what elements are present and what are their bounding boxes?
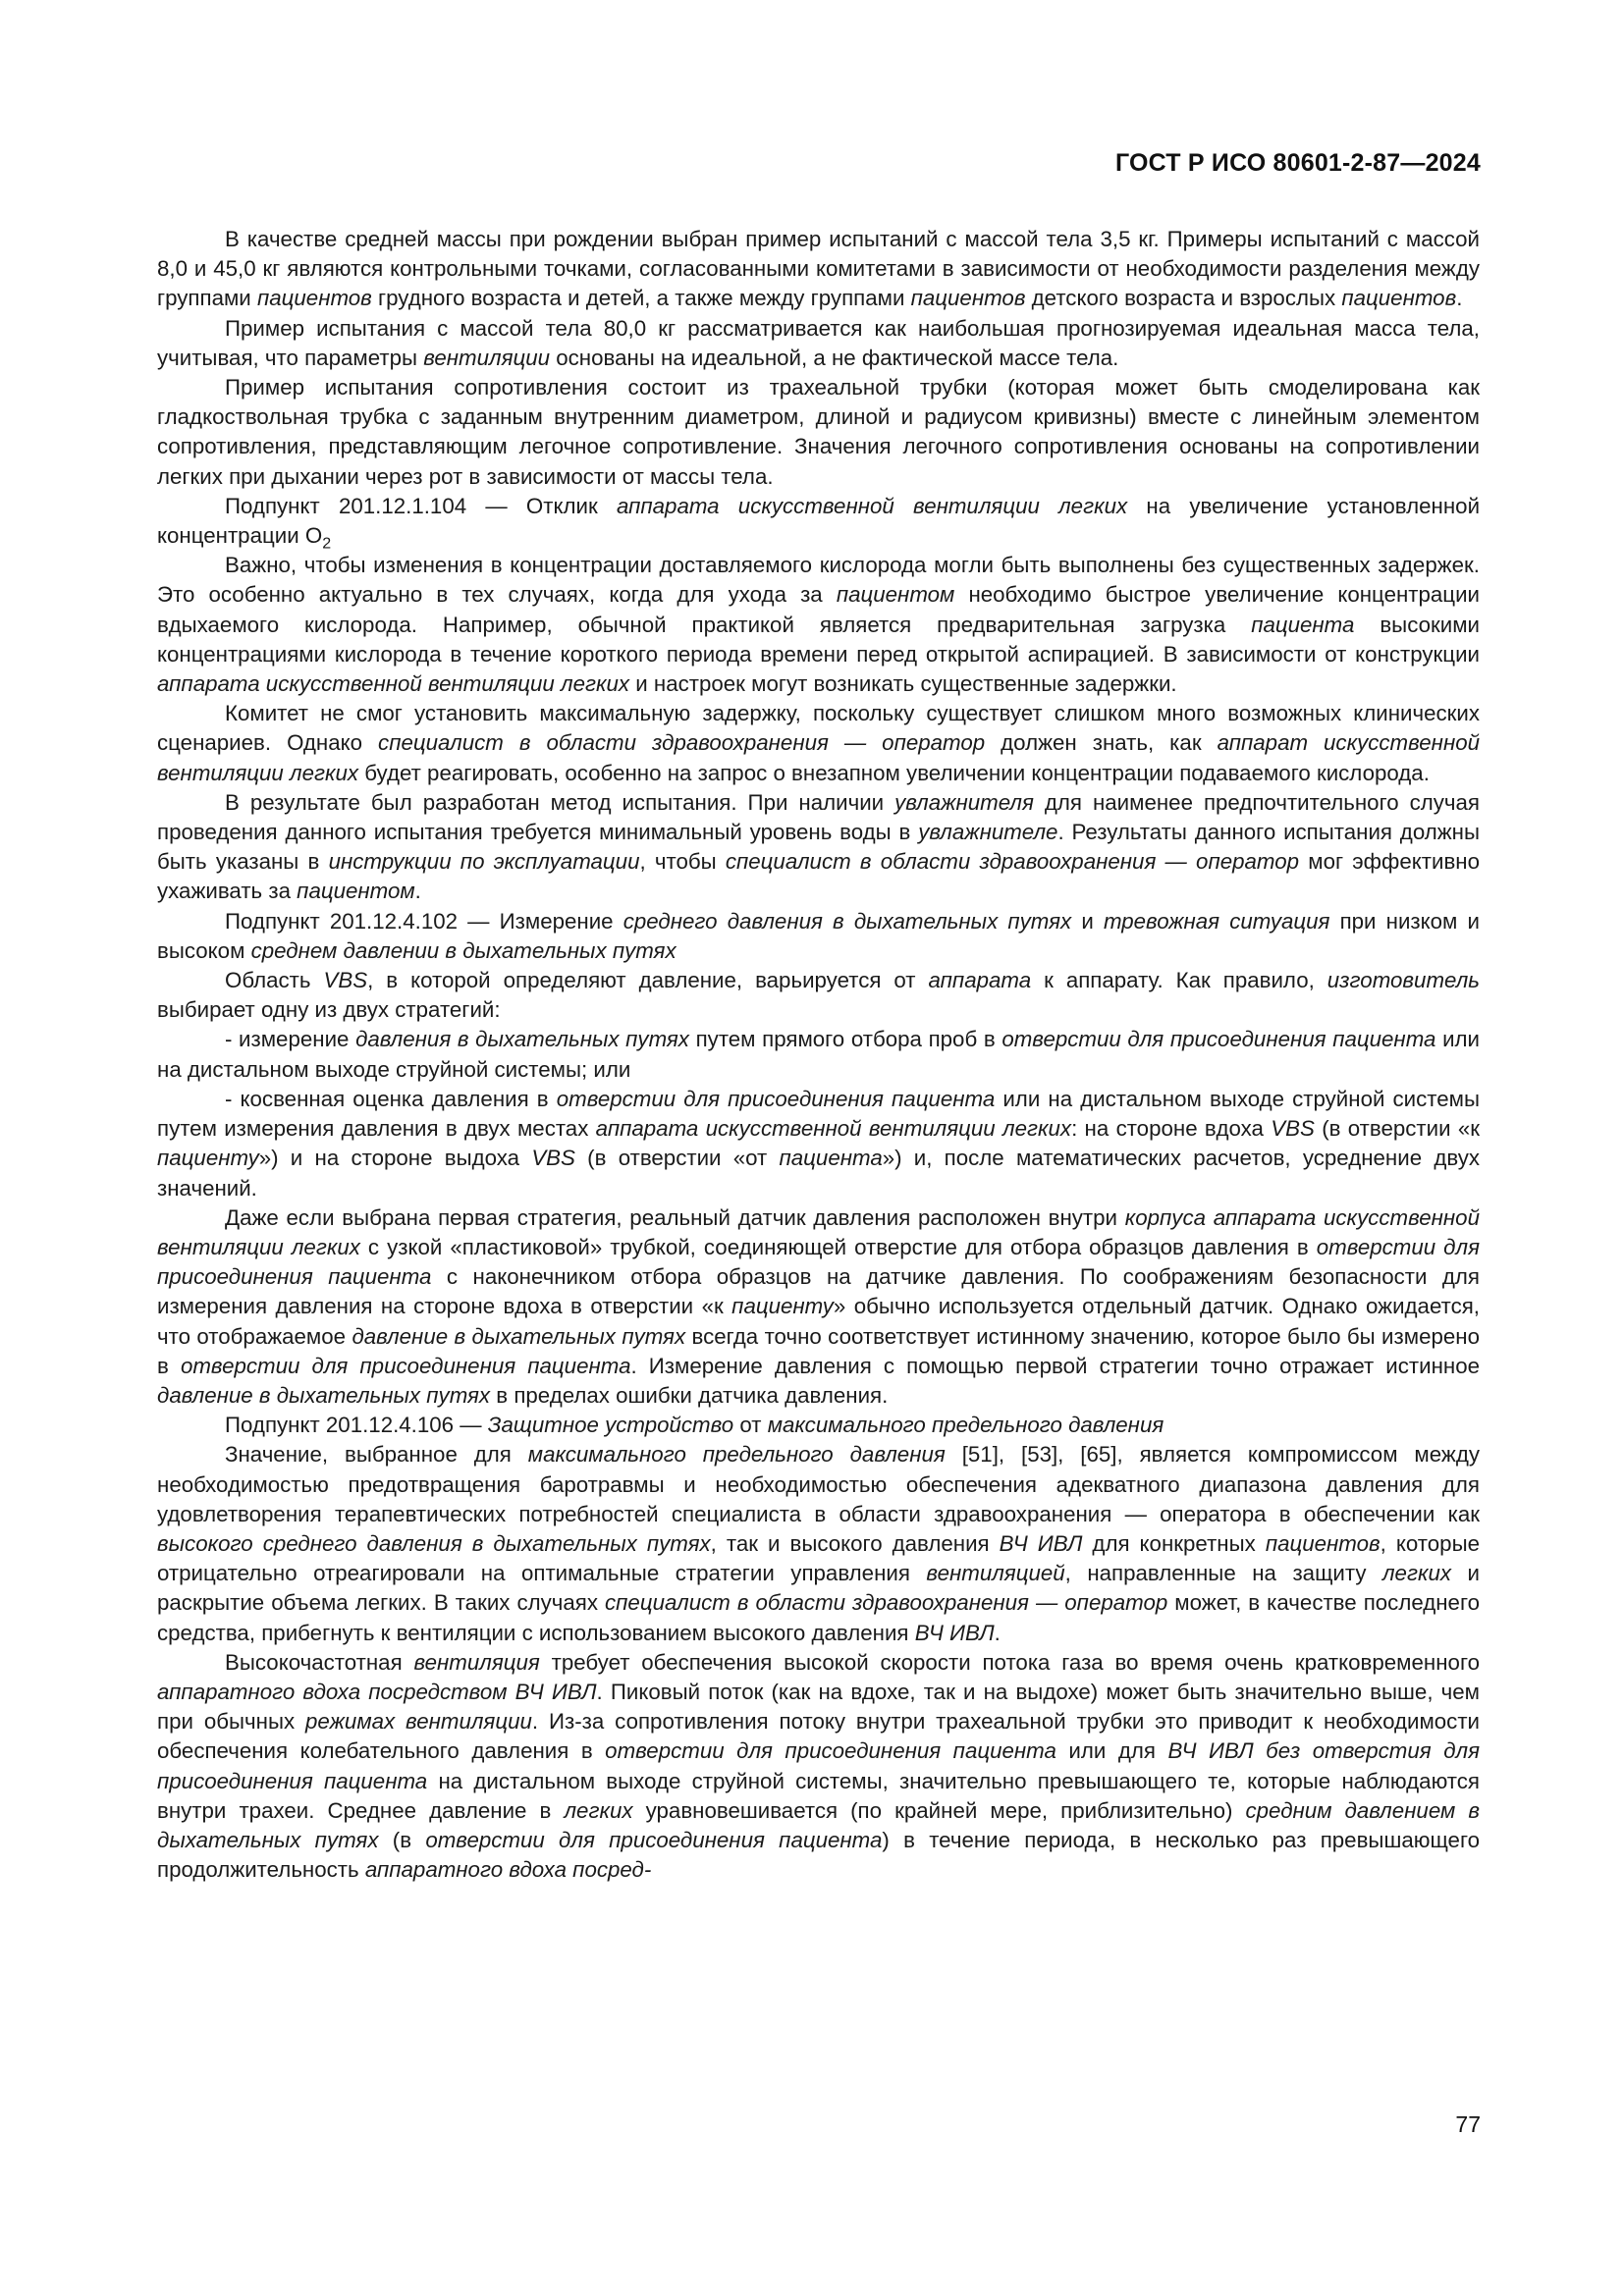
paragraph [157, 1648, 1480, 1886]
italic-term: пациента [1251, 612, 1355, 637]
text-run: (в отверстии «к [1314, 1116, 1481, 1142]
italic-term: ВЧ ИВЛ [999, 1530, 1083, 1556]
italic-term: средним давлением в дыхательных путях [157, 1797, 1480, 1852]
text-run: Подпункт 201.12.4.102 — Измерение [225, 908, 623, 934]
italic-term: изготовитель [1326, 968, 1480, 993]
italic-term: пациентов [256, 286, 372, 311]
italic-term: среднего давления в дыхательных путях [623, 908, 1072, 934]
text-run: на дистальном выходе струйной системы, значительно превышающего те, которые наблюдаются внутри трахеи. Среднее давление в [157, 1768, 1480, 1823]
italic-term: давление в дыхательных путях [352, 1323, 686, 1349]
text-run: [51], [53], [65], является компромиссом между необходимостью предотвращения баротравмы и необходимостью обеспечения адекватного диапазона давления для удовлетворения терапевтических потребностей специалиста в области здравоохранения — оператора в обеспечении как [157, 1442, 1480, 1526]
text-run: и раскрытие объема легких. В таких случаях [157, 1561, 1480, 1616]
paragraph [157, 907, 1480, 966]
italic-term: отверстии для присоединения пациента [605, 1738, 1056, 1764]
text-run: Значение, выбранное для [225, 1442, 528, 1468]
text-run: необходимо быстрое увеличение концентрации вдыхаемого кислорода. Например, обычной практикой является предварительная загрузка [157, 582, 1480, 637]
text-run: » обычно используется отдельный датчик. Однако ожидается, что отображаемое [157, 1294, 1480, 1349]
italic-term: аппарата искусственной вентиляции легких [157, 671, 630, 697]
italic-term: высокого среднего давления в дыхательных путях [157, 1530, 711, 1556]
text-run: Подпункт 201.12.4.106 — [225, 1413, 488, 1438]
paragraph [157, 551, 1480, 699]
italic-term: пациентов [910, 286, 1026, 311]
italic-term: ВЧ ИВЛ без отверстия для присоединения пациента [157, 1738, 1481, 1793]
text-run: (в отверстии «от [574, 1146, 780, 1171]
text-run: Важно, чтобы изменения в концентрации доставляемого кислорода могли быть выполнены без существенных задержек. Это особенно актуально в тех случаях, когда для ухода за [157, 553, 1480, 608]
italic-term: отверстии для присоединения пациента [556, 1086, 996, 1111]
text-run: или для [1056, 1738, 1168, 1764]
paragraph [157, 699, 1480, 788]
text-run: уравновешивается (по крайней мере, приблизительно) [632, 1797, 1246, 1823]
subscript-text: 2 [322, 534, 332, 553]
text-run: , чтобы [639, 849, 726, 875]
italic-term: аппаратного вдоха посред- [364, 1857, 652, 1883]
italic-term: аппарата искусственной вентиляции легких [595, 1116, 1072, 1142]
text-run: для наименее предпочтительного случая проведения данного испытания требуется минимальный уровень воды в [157, 789, 1481, 845]
text-run: . [414, 879, 421, 904]
text-run: Пример испытания сопротивления состоит из трахеальной трубки (которая может быть смоделирована как гладкоствольная трубка с заданным внутренним диаметром, длиной и радиусом кривизны) вместе с линейным элементом сопротивления, представляющим легочное сопротивление. Значения легочного сопротивления основаны на сопротивлении легких при дыхании через рот в зависимости от массы тела. [157, 375, 1480, 489]
italic-term: VBS [531, 1146, 575, 1171]
text-run: Даже если выбрана первая стратегия, реальный датчик давления расположен внутри [225, 1204, 1125, 1230]
text-run: с узкой «пластиковой» трубкой, соединяющей отверстие для отбора образцов давления в [359, 1234, 1317, 1259]
text-run: , в которой определяют давление, варьируется от [367, 968, 929, 993]
text-run: всегда точно соответствует истинному значению, которое было бы измерено в [157, 1323, 1480, 1378]
italic-term: пациенту [731, 1294, 834, 1319]
paragraph [157, 1203, 1480, 1411]
italic-term: специалист в области здравоохранения — оператор [378, 730, 986, 756]
text-run: - косвенная оценка давления в [225, 1086, 557, 1111]
italic-term: увлажнителя [894, 789, 1034, 815]
text-run: и [1071, 908, 1104, 934]
paragraph [157, 1411, 1480, 1440]
text-run: для конкретных [1082, 1530, 1266, 1556]
italic-term: легких [1381, 1561, 1452, 1586]
italic-term: отверстии для присоединения пациента [180, 1353, 631, 1378]
paragraph [157, 492, 1480, 551]
text-run: на увеличение установленной концентрации O [157, 493, 1481, 549]
italic-term: максимального предельного давления [767, 1413, 1164, 1438]
text-run: . Измерение давления с помощью первой стратегии точно отражает истинное [630, 1353, 1480, 1378]
italic-term: вентиляцией [926, 1561, 1065, 1586]
text-run: основаны на идеальной, а не фактической массе тела. [550, 345, 1119, 370]
text-run: от [733, 1413, 768, 1438]
text-run: , направленные на защиту [1064, 1561, 1382, 1586]
standard-designation: ГОСТ Р ИСО 80601-2-87—2024 [1114, 149, 1481, 177]
italic-term: вентиляции [423, 345, 551, 370]
italic-term: вентиляция [413, 1649, 540, 1675]
text-run: и настроек могут возникать существенные задержки. [629, 671, 1177, 697]
text-run: ) в течение периода, в несколько раз превышающего продолжительность [157, 1827, 1480, 1883]
text-run: , которые отрицательно отреагировали на оптимальные стратегии управления [157, 1530, 1480, 1586]
italic-term: аппаратного вдоха посредством ВЧ ИВЛ [157, 1679, 597, 1704]
paragraph [157, 373, 1480, 492]
italic-term: специалист в области здравоохранения — оператор [725, 849, 1300, 875]
italic-term: максимального предельного давления [527, 1442, 946, 1468]
italic-term: VBS [1271, 1116, 1315, 1142]
italic-term: давление в дыхательных путях [157, 1382, 491, 1408]
text-run: Высокочастотная [225, 1649, 414, 1675]
italic-term: тревожная ситуация [1103, 908, 1330, 934]
text-run: : на стороне вдоха [1071, 1116, 1272, 1142]
text-run: при низком и высоком [157, 908, 1480, 963]
text-run: . [1456, 286, 1463, 311]
body-text [157, 225, 1480, 1885]
text-run: требует обеспечения высокой скорости потока газа во время очень кратковременного [539, 1649, 1480, 1675]
italic-term: пациенту [157, 1146, 259, 1171]
text-run: В результате был разработан метод испытания. При наличии [225, 789, 895, 815]
italic-term: пациента [779, 1146, 883, 1171]
paragraph [157, 1025, 1480, 1084]
paragraph [157, 225, 1480, 314]
paragraph [157, 314, 1480, 373]
italic-term: пациентом [836, 582, 955, 608]
text-run: Пример испытания с массой тела 80,0 кг рассматривается как наибольшая прогнозируемая идеальная масса тела, учитывая, что параметры [157, 315, 1480, 370]
text-run: с наконечником отбора образцов на датчике давления. По соображениям безопасности для измерения давления на стороне вдоха в отверстии «к [157, 1264, 1481, 1319]
text-run: Подпункт 201.12.1.104 — Отклик [225, 493, 617, 518]
text-run: высокими концентрациями кислорода в течение короткого периода времени перед открытой аспирацией. В зависимости от конструкции [157, 612, 1481, 667]
italic-term: отверстии для присоединения пациента [425, 1827, 883, 1852]
italic-term: аппарат искусственной вентиляции легких [157, 730, 1481, 785]
paragraph [157, 1085, 1480, 1203]
text-run: выбирает одну из двух стратегий: [157, 997, 501, 1023]
text-run: . Из-за сопротивления потоку внутри трахеальной трубки это приводит к необходимости обеспечения колебательного давления в [157, 1709, 1480, 1764]
text-run: . Пиковый поток (как на вдохе, так и на выдохе) может быть значительно выше, чем при обычных [157, 1679, 1481, 1735]
text-run: . Результаты данного испытания должны быть указаны в [157, 820, 1480, 875]
italic-term: аппарата [928, 968, 1032, 993]
text-run: ») и, после математических расчетов, усреднение двух значений. [157, 1146, 1481, 1201]
italic-term: инструкции по эксплуатации [328, 849, 640, 875]
italic-term: аппарата искусственной вентиляции легких [616, 493, 1128, 518]
paragraph [157, 788, 1480, 907]
page-number: 77 [1455, 2111, 1481, 2137]
text-run: , так и высокого давления [710, 1530, 1000, 1556]
italic-term: отверстии для присоединения пациента [157, 1234, 1480, 1290]
text-run: грудного возраста и детей, а также между группами [371, 286, 911, 311]
text-run: мог эффективно ухаживать за [157, 849, 1481, 904]
italic-term: VBS [323, 968, 368, 993]
text-run: к аппарату. Как правило, [1031, 968, 1327, 993]
italic-term: специалист в области здравоохранения — оператор [605, 1590, 1168, 1616]
italic-term: отверстии для присоединения пациента [1001, 1027, 1436, 1052]
text-run: (в [378, 1827, 426, 1852]
text-run: В качестве средней массы при рождении выбран пример испытаний с массой тела 3,5 кг. Примеры испытаний с массой 8,0 и 45,0 кг являются контрольными точками, согласованными комитетами в зависимости от необходимости разделения между группами [157, 227, 1480, 311]
text-run: должен знать, как [985, 730, 1218, 756]
paragraph [157, 1440, 1480, 1647]
italic-term: ВЧ ИВЛ [914, 1620, 995, 1645]
text-run: путем прямого отбора проб в [688, 1027, 1002, 1052]
text-run: может, в качестве последнего средства, прибегнуть к вентиляции с использованием высокого давления [157, 1590, 1481, 1645]
text-run: или на дистальном выходе струйной системы; или [157, 1027, 1480, 1082]
text-run: - измерение [225, 1027, 356, 1052]
text-run: . [994, 1620, 1001, 1645]
italic-term: пациентов [1341, 286, 1457, 311]
italic-term: давления в дыхательных путях [355, 1027, 689, 1052]
italic-term: легких [564, 1797, 633, 1823]
text-run: будет реагировать, особенно на запрос о внезапном увеличении концентрации подаваемого кислорода. [358, 760, 1430, 785]
text-run: Область [225, 968, 324, 993]
text-run: или на дистальном выходе струйной системы путем измерения давления в двух местах [157, 1086, 1480, 1142]
italic-term: среднем давлении в дыхательных путях [250, 937, 677, 963]
text-run: в пределах ошибки датчика давления. [490, 1382, 889, 1408]
italic-term: Защитное устройство [487, 1413, 734, 1438]
italic-term: режимах вентиляции [305, 1709, 532, 1735]
italic-term: пациентов [1265, 1530, 1380, 1556]
italic-term: увлажнителе [918, 820, 1058, 845]
text-run: детского возраста и взрослых [1025, 286, 1342, 311]
text-run: Комитет не смог установить максимальную задержку, поскольку существует слишком много возможных клинических сценариев. Однако [157, 701, 1480, 756]
italic-term: корпуса аппарата искусственной вентиляции легких [157, 1204, 1480, 1259]
text-run: ») и на стороне выдоха [258, 1146, 532, 1171]
paragraph [157, 966, 1480, 1025]
italic-term: пациентом [297, 879, 415, 904]
